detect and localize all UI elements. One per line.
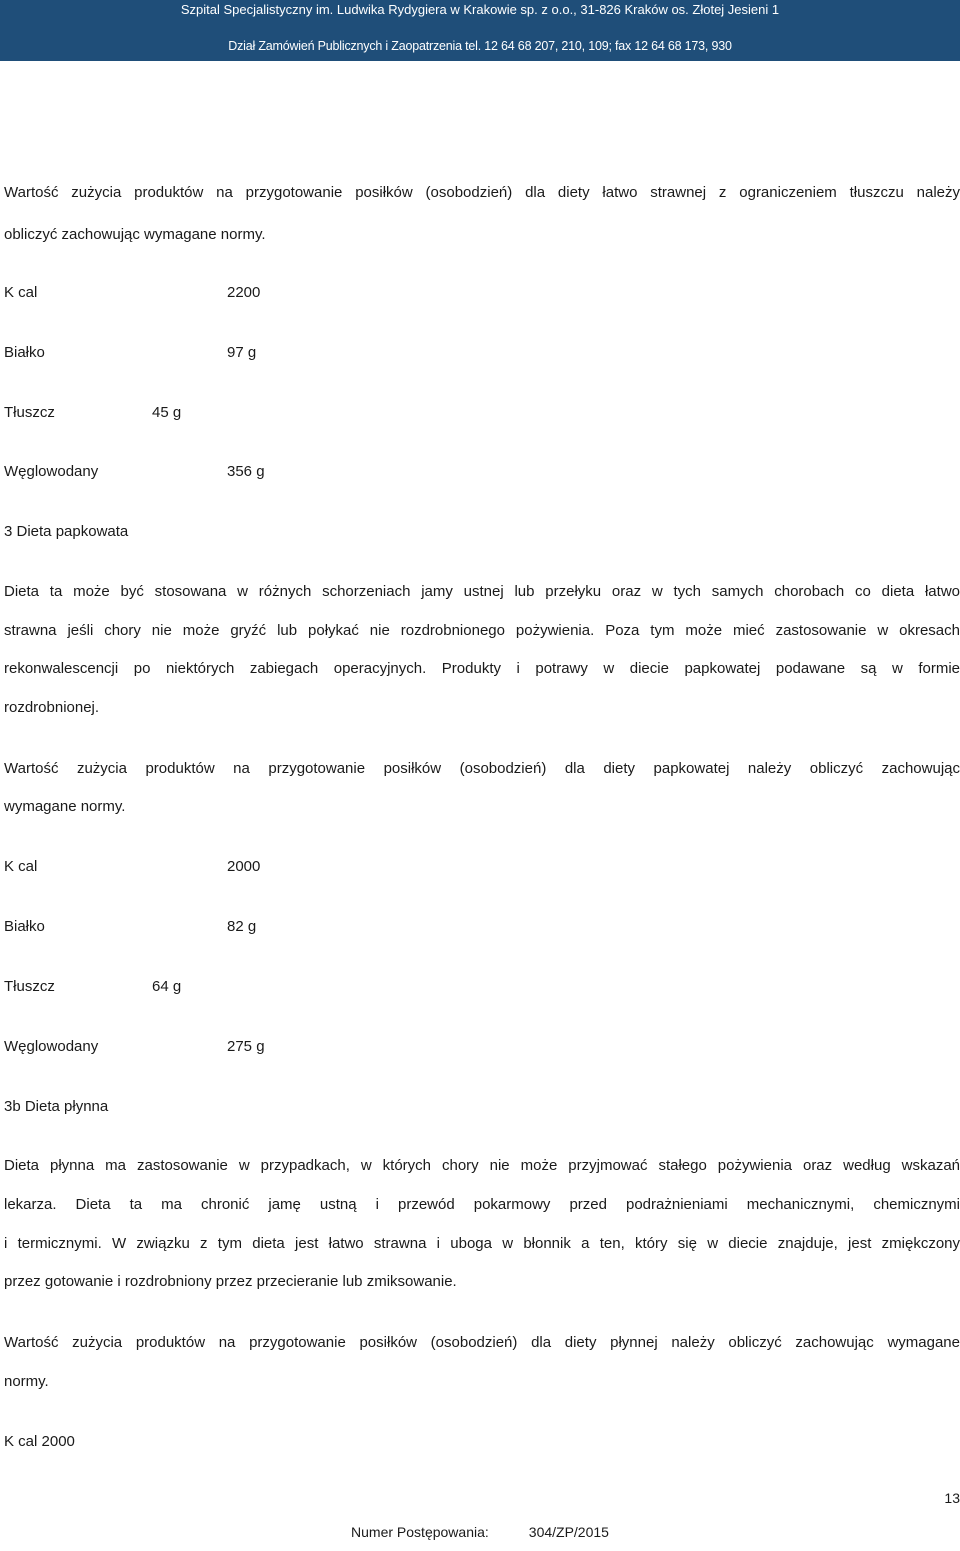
header-department-contact: Dział Zamówień Publicznych i Zaopatrzenia tel. 12 64 68 207, 210, 109; fax 12 64 68 173, 930 <box>228 39 732 53</box>
footer-label: Numer Postępowania: <box>351 1524 489 1540</box>
footer <box>0 1524 960 1540</box>
norm1-carbs-value: 356 g <box>227 463 265 480</box>
section-3b-para2-line-1: Wartość zużycia produktów na przygotowanie posiłków (osobodzień) dla diety płynnej należy obliczyć zachowując wymagane <box>4 1334 960 1351</box>
norm1-protein-label: Białko <box>4 344 45 361</box>
intro-line-1: Wartość zużycia produktów na przygotowanie posiłków (osobodzień) dla diety łatwo strawnej z ograniczeniem tłuszczu należy <box>4 184 960 201</box>
page-number: 13 <box>944 1490 960 1506</box>
norm2-kcal-value: 2000 <box>227 858 261 875</box>
norm2-carbs-label: Węglowodany <box>4 1038 99 1055</box>
section-3b-para1-line-3: i termicznymi. W związku z tym dieta jest łatwo strawna i uboga w błonnik a ten, który się w diecie znajduje, jest zmiękczony <box>4 1235 960 1252</box>
norm1-kcal-label: K cal <box>4 284 38 301</box>
section-3-para2-line-2: wymagane normy. <box>4 798 126 815</box>
section-3b-para1-line-1: Dieta płynna ma zastosowanie w przypadkach, w których chory nie może przyjmować stałego pożywienia oraz według wskazań <box>4 1157 960 1174</box>
norm2-carbs-value: 275 g <box>227 1038 265 1055</box>
norm2-fat-label: Tłuszcz <box>4 978 55 995</box>
norm1-carbs-label: Węglowodany <box>4 463 99 480</box>
header-banner <box>0 0 960 61</box>
section-3b-para1-line-4: przez gotowanie i rozdrobniony przez przecieranie lub zmiksowanie. <box>4 1273 457 1290</box>
section-3-heading: 3 Dieta papkowata <box>4 523 129 540</box>
footer-case-number: 304/ZP/2015 <box>528 1524 609 1540</box>
section-3-para1-line-4: rozdrobnionej. <box>4 699 100 716</box>
header-hospital-name: Szpital Specjalistyczny im. Ludwika Rydygiera w Krakowie sp. z o.o., 31-826 Kraków os. Złotej Jesieni 1 <box>180 2 780 17</box>
intro-line-2: obliczyć zachowując wymagane normy. <box>4 226 266 243</box>
norm1-protein-value: 97 g <box>227 344 257 361</box>
norm1-kcal-value: 2200 <box>227 284 261 301</box>
section-3-para2-line-1: Wartość zużycia produktów na przygotowanie posiłków (osobodzień) dla diety papkowatej należy obliczyć zachowując <box>4 760 960 777</box>
norm2-fat-value: 64 g <box>152 978 182 995</box>
norm1-fat-label: Tłuszcz <box>4 404 55 421</box>
section-3-para1-line-2: strawna jeśli chory nie może gryźć lub połykać nie rozdrobnionego pożywienia. Poza tym może mieć zastosowanie w okresach <box>4 622 960 639</box>
section-3b-para2-line-2: normy. <box>4 1373 49 1390</box>
section-3-para1-line-1: Dieta ta może być stosowana w różnych schorzeniach jamy ustnej lub przełyku oraz w tych samych chorobach co dieta łatwo <box>4 583 960 600</box>
section-3b-kcal: K cal 2000 <box>4 1433 75 1450</box>
norm2-protein-label: Białko <box>4 918 45 935</box>
norm2-kcal-label: K cal <box>4 858 38 875</box>
norm2-protein-value: 82 g <box>227 918 257 935</box>
norm1-fat-value: 45 g <box>152 404 182 421</box>
section-3b-heading: 3b Dieta płynna <box>4 1098 109 1115</box>
section-3-para1-line-3: rekonwalescencji po niektórych zabiegach operacyjnych. Produkty i potrawy w diecie papkowatej podawane są w formie <box>4 660 960 677</box>
section-3b-para1-line-2: lekarza. Dieta ta ma chronić jamę ustną i przewód pokarmowy przed podrażnieniami mechanicznymi, chemicznymi <box>4 1196 960 1213</box>
